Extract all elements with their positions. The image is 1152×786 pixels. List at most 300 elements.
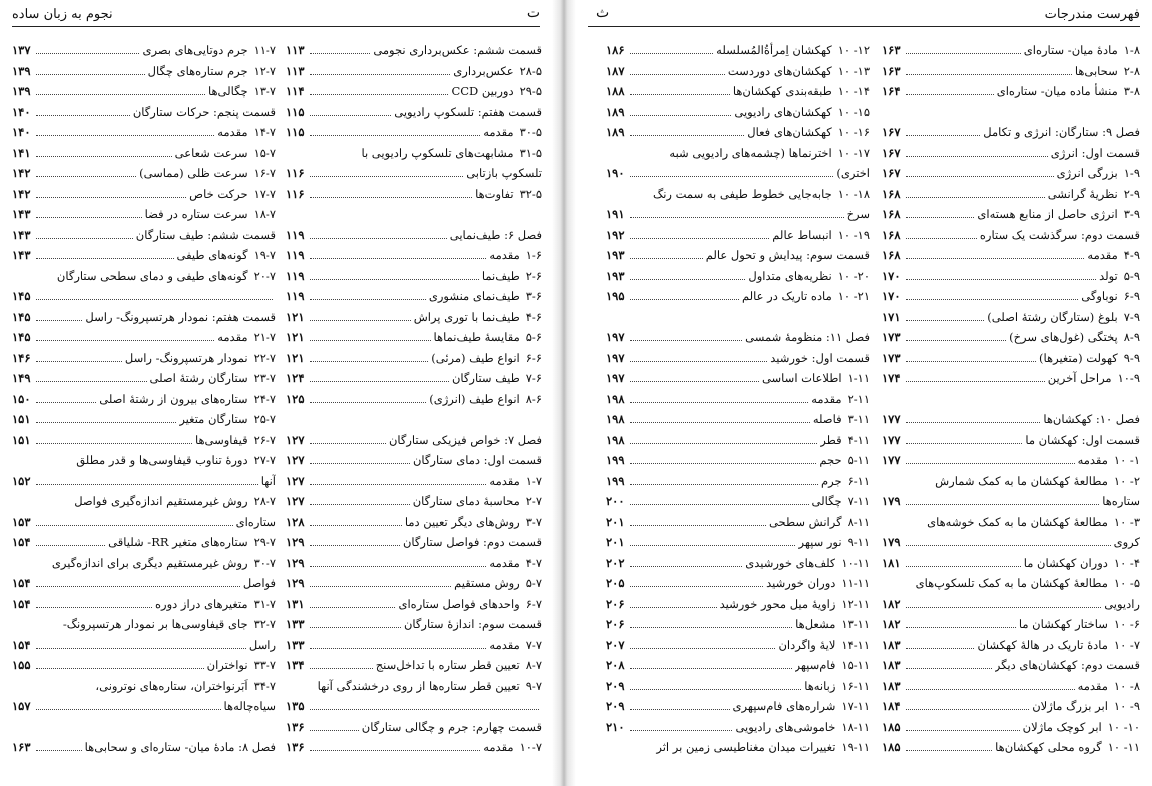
entry-title: تغییرات میدان مغناطیسی زمین بر اثر — [656, 740, 836, 754]
entry-number: ۱۸-۷ — [253, 207, 276, 221]
entry-title: انبساط عالم — [772, 227, 832, 242]
dot-leader — [36, 433, 192, 444]
toc-entry — [606, 450, 870, 471]
toc-entry — [606, 163, 870, 184]
dot-leader — [906, 658, 992, 669]
toc-entry — [882, 737, 1140, 758]
entry-number: ۳۰-۵ — [519, 125, 542, 139]
entry-page-number: ۱۹۸ — [606, 432, 625, 447]
entry-page-number: ۱۵۱ — [12, 412, 31, 426]
toc-entry — [606, 122, 870, 143]
entry-title: کهولت (متغیرها) — [1039, 350, 1118, 365]
entry-title: نمودار هرتسپرونگ- راسل — [124, 350, 248, 365]
entry-title: طیف ستارگان — [451, 371, 520, 385]
entry-title: تفاوت‌ها — [475, 186, 514, 201]
entry-page-number: ۱۲۵ — [286, 391, 305, 406]
dot-leader — [630, 699, 730, 710]
entry-title: روش غیرمستقیم اندازه‌گیری فواصل — [74, 494, 248, 508]
entry-page-number: ۱۶۷ — [882, 145, 901, 160]
entry-title: طیف‌نمای منشوری — [428, 289, 520, 303]
entry-title: مادهٔ میان- ستاره‌ای — [1023, 43, 1118, 57]
entry-page-number: ۱۵۰ — [12, 391, 31, 406]
toc-entry — [882, 327, 1140, 348]
toc-entry — [882, 143, 1140, 164]
dot-leader — [310, 351, 429, 362]
entry-number: ۹- ۱۰ — [1113, 699, 1140, 713]
entry-page-number: ۱۹۹ — [606, 453, 625, 467]
entry-page-number: ۱۷۹ — [882, 494, 901, 508]
entry-title: کروی — [1113, 535, 1140, 549]
entry-page-number: ۱۷۷ — [882, 412, 901, 426]
entry-number: ۷- ۱۰ — [1113, 637, 1140, 652]
toc-entry — [882, 635, 1140, 656]
entry-title: دوربین CCD — [451, 84, 514, 98]
entry-page-number: ۱۵۴ — [12, 535, 31, 549]
entry-number: ۴-۶ — [525, 309, 542, 324]
entry-page-number: ۱۸۶ — [606, 43, 625, 57]
dot-leader — [906, 371, 1045, 382]
toc-entry — [12, 368, 276, 389]
entry-title: مقدمه — [217, 330, 248, 344]
dot-leader — [630, 371, 759, 382]
dot-leader — [906, 125, 981, 136]
toc-entry — [606, 245, 870, 266]
toc-entry — [12, 61, 276, 82]
entry-number: ۳-۸ — [1123, 84, 1140, 98]
entry-number: ۱-۸ — [1123, 43, 1140, 57]
entry-page-number: ۱۲۴ — [286, 371, 305, 385]
entry-page-number: ۱۲۷ — [286, 473, 305, 488]
entry-page-number: ۱۸۹ — [606, 104, 625, 119]
entry-title: جرم دوتایی‌های بصری — [142, 43, 248, 57]
entry-title: مقدمه — [489, 555, 520, 570]
dot-leader — [906, 248, 1085, 259]
entry-number: ۸-۷ — [525, 658, 542, 672]
toc-entry — [12, 225, 276, 246]
entry-page-number: ۱۳۷ — [12, 43, 31, 57]
dot-leader — [36, 740, 82, 751]
dot-leader — [630, 166, 834, 177]
dot-leader — [906, 228, 977, 239]
entry-number: ۱-۱۱ — [847, 371, 870, 385]
toc-entry — [606, 635, 870, 656]
entry-title: سحابی‌ها — [1074, 63, 1118, 78]
dot-leader — [310, 453, 410, 464]
entry-title: روش غیرمستقیم دیگری برای اندازه‌گیری — [51, 555, 248, 570]
entry-page-number: ۱۷۷ — [882, 432, 901, 447]
entry-page-number: ۱۱۳ — [286, 43, 305, 57]
dot-leader — [310, 43, 371, 54]
book-title: نجوم به زبان ساده — [12, 7, 113, 22]
dot-leader — [630, 638, 776, 649]
dot-leader — [906, 43, 1021, 54]
dot-leader — [906, 597, 1102, 608]
toc-entry — [286, 450, 542, 471]
entry-number: ۲۸-۷ — [253, 494, 276, 508]
entry-number: ۸-۹ — [1123, 330, 1140, 344]
entry-title: قسمت اول: انرژی — [1050, 145, 1140, 160]
entry-page-number: ۲۰۹ — [606, 699, 625, 713]
entry-title: قسمت هفتم: نمودار هرتسپرونگ- راسل — [85, 309, 276, 324]
entry-title: طبقه‌بندی کهکشان‌ها — [732, 84, 832, 98]
toc-entry — [286, 553, 542, 574]
entry-number: ۳۳-۷ — [253, 658, 276, 672]
dot-leader — [630, 515, 766, 526]
toc-entry — [606, 471, 870, 492]
entry-page-number: ۱۳۴ — [286, 658, 305, 672]
dot-leader — [630, 494, 809, 505]
entry-title: مقدمه — [489, 637, 520, 652]
toc-entry — [286, 286, 542, 307]
dot-leader — [310, 187, 473, 198]
entry-title: قسمت ششم: عکس‌برداری نجومی — [373, 43, 542, 57]
entry-number: ۸-۱۱ — [847, 514, 870, 529]
toc-entry — [882, 40, 1140, 61]
dot-leader — [630, 392, 809, 403]
entry-page-number: ۱۵۲ — [12, 473, 31, 488]
entry-title: دورهٔ تناوب قیفاوسی‌ها و قدر مطلق — [76, 453, 248, 467]
entry-page-number: ۱۵۷ — [12, 699, 31, 713]
entry-title: قسمت اول: کهکشان ما — [1025, 432, 1140, 447]
dot-leader — [310, 228, 447, 239]
entry-number: ۱- ۱۰ — [1113, 453, 1140, 467]
dot-leader — [906, 166, 1054, 177]
entry-title: تعیین قطر ستاره‌ها از روی درخشندگی آنها — [317, 678, 520, 693]
entry-page-number: ۱۳۳ — [286, 617, 305, 631]
toc-entry — [286, 348, 542, 369]
entry-number: ۲-۷ — [525, 494, 542, 508]
dot-leader — [906, 617, 1016, 628]
entry-page-number: ۱۹۳ — [606, 268, 625, 283]
entry-title: نور سپهر — [798, 535, 842, 549]
toc-entry — [12, 40, 276, 61]
entry-title: گونه‌های طیفی — [176, 248, 248, 262]
dot-leader — [310, 494, 410, 505]
entry-title: گرانش سطحی — [768, 514, 842, 529]
right-page — [576, 0, 1152, 786]
entry-number: ۱۴-۱۱ — [841, 637, 870, 652]
entry-title: مطالعهٔ کهکشان ما به کمک خوشه‌های — [927, 514, 1108, 529]
entry-number: ۳۰-۷ — [253, 555, 276, 570]
toc-entry — [606, 491, 870, 512]
entry-number: ۳-۱۱ — [847, 412, 870, 426]
dot-leader — [906, 740, 993, 751]
entry-title: فصل ۱۰: کهکشان‌ها — [1043, 412, 1140, 426]
toc-entry — [12, 122, 276, 143]
entry-page-number: ۱۵۴ — [12, 596, 31, 611]
toc-entry — [606, 573, 870, 594]
entry-number: ۶-۶ — [525, 350, 542, 365]
toc-entry — [606, 553, 870, 574]
entry-title: حرکت خاص — [189, 186, 248, 201]
toc-entry — [606, 40, 870, 61]
toc-entry — [12, 143, 276, 164]
entry-number: ۷-۷ — [525, 637, 542, 652]
toc-entry — [286, 532, 542, 553]
entry-page-number: ۱۹۰ — [606, 166, 625, 180]
dot-leader — [310, 556, 487, 567]
entry-page-number: ۱۸۱ — [882, 555, 901, 570]
dot-leader — [630, 84, 730, 95]
toc-entry — [882, 430, 1140, 451]
entry-page-number: ۱۴۵ — [12, 289, 31, 303]
toc-entry — [882, 102, 1140, 123]
toc-entry — [882, 655, 1140, 676]
toc-entry — [12, 655, 276, 676]
entry-title: زاویهٔ میل محور خورشید — [719, 596, 836, 611]
entry-title: طیف‌نما با توری پراش — [413, 309, 520, 324]
entry-number: ۴-۱۱ — [847, 432, 870, 447]
entry-page-number: ۱۴۱ — [12, 145, 31, 160]
entry-page-number: ۱۵۱ — [12, 432, 31, 447]
toc-entry — [882, 450, 1140, 471]
toc-entry — [606, 737, 870, 758]
entry-title: رادیویی — [1104, 596, 1140, 611]
toc-entry — [606, 594, 870, 615]
dot-leader — [36, 474, 258, 485]
toc-entry — [882, 286, 1140, 307]
toc-entry — [12, 450, 276, 471]
toc-entry — [882, 204, 1140, 225]
entry-title: ستاره‌های بیرون از رشتهٔ اصلی — [99, 391, 248, 406]
entry-number: ۲۹-۵ — [519, 84, 542, 98]
entry-page-number: ۱۸۳ — [882, 658, 901, 672]
entry-title: مشابهت‌های تلسکوپ رادیویی با — [361, 145, 514, 160]
entry-title: اطلاعات اساسی — [761, 371, 842, 385]
toc-entry — [882, 573, 1140, 594]
entry-page-number: ۱۳۵ — [286, 699, 305, 713]
entry-title: سرعت شعاعی — [174, 145, 248, 160]
entry-page-number: ۱۸۵ — [882, 719, 901, 734]
entry-page-number: ۱۴۹ — [12, 371, 31, 385]
entry-title: قسمت ششم: طیف ستارگان — [135, 227, 276, 242]
dot-leader — [906, 535, 1111, 546]
entry-page-number: ۱۳۶ — [286, 740, 305, 754]
entry-title: قسمت چهارم: جرم و چگالی ستارگان — [361, 719, 542, 734]
entry-number: ۱۸- ۱۰ — [837, 186, 870, 201]
entry-title: کهکشان اِمرأةُ‌المُسلسله — [716, 43, 832, 57]
toc-entry — [12, 512, 276, 533]
dot-leader — [906, 453, 1075, 464]
entry-title: محاسبهٔ دمای ستارگان — [412, 494, 520, 508]
entry-number: ۱۶-۷ — [253, 166, 276, 180]
toc-entry — [882, 122, 1140, 143]
entry-title: مقدمه — [483, 125, 514, 139]
page-number: ت — [526, 5, 540, 21]
dot-leader — [906, 699, 1030, 710]
entry-title: دوران خورشید — [766, 576, 836, 590]
entry-number: ۲۵-۷ — [253, 412, 276, 426]
entry-title: قسمت پنجم: حرکات ستارگان — [132, 104, 276, 119]
dot-leader — [310, 371, 449, 382]
toc-entry — [286, 40, 542, 61]
entry-page-number: ۱۹۷ — [606, 330, 625, 344]
section-title: فهرست مندرجات — [1044, 7, 1140, 22]
entry-page-number: ۲۱۰ — [606, 719, 625, 734]
entry-page-number: ۲۰۲ — [606, 555, 625, 570]
entry-title: مقدمه — [1087, 248, 1118, 262]
dot-leader — [36, 699, 221, 710]
entry-number: ۱۹- ۱۰ — [837, 227, 870, 242]
entry-page-number: ۲۰۶ — [606, 596, 625, 611]
entry-title: چگالی‌ها — [207, 84, 248, 98]
entry-page-number: ۱۱۹ — [286, 227, 305, 242]
entry-page-number: ۱۶۸ — [882, 207, 901, 221]
toc-entry — [882, 717, 1140, 738]
dot-leader — [36, 371, 147, 382]
dot-leader — [310, 248, 487, 259]
entry-page-number: ۱۶۴ — [882, 84, 901, 98]
toc-entry — [12, 553, 276, 574]
entry-page-number: ۱۶۳ — [882, 43, 901, 57]
entry-title: چگالی — [811, 494, 842, 508]
toc-entry — [606, 143, 870, 164]
dot-leader — [630, 720, 733, 731]
toc-entry — [286, 655, 542, 676]
entry-title: انواع طیف (مرئی) — [431, 350, 520, 365]
entry-number: ۶-۷ — [525, 596, 542, 611]
toc-entry — [12, 409, 276, 430]
entry-title: ستاره‌ها — [1102, 494, 1140, 508]
dot-leader — [36, 187, 187, 198]
entry-page-number: ۱۶۷ — [882, 166, 901, 180]
entry-title: مطالعهٔ کهکشان ما به کمک شمارش — [935, 473, 1108, 488]
entry-title: اخترنماها (چشمه‌های رادیویی شبه — [669, 145, 832, 160]
toc-entry — [286, 594, 542, 615]
entry-page-number: ۱۲۷ — [286, 494, 305, 508]
entry-title: ستارگان متغیر — [179, 412, 248, 426]
entry-title: فواصل — [242, 576, 276, 590]
entry-page-number: ۲۰۸ — [606, 658, 625, 672]
dot-leader — [906, 433, 1023, 444]
dot-leader — [630, 228, 770, 239]
entry-page-number: ۱۱۶ — [286, 186, 305, 201]
toc-entry — [286, 163, 542, 184]
dot-leader — [36, 412, 177, 423]
toc-entry — [286, 143, 542, 164]
entry-page-number: ۱۶۸ — [882, 227, 901, 242]
right-page-header — [588, 4, 1140, 27]
entry-number: ۱۳-۷ — [253, 84, 276, 98]
entry-title: فام‌سپهر — [794, 658, 836, 672]
entry-page-number: ۱۷۱ — [882, 309, 901, 324]
dot-leader — [630, 269, 746, 280]
toc-entry — [286, 512, 542, 533]
toc-entry — [286, 61, 542, 82]
dot-leader — [310, 658, 373, 669]
entry-title: طیف‌نما — [481, 268, 520, 283]
entry-page-number: ۱۳۶ — [286, 719, 305, 734]
entry-title: قسمت دوم: فواصل ستارگان — [402, 535, 542, 549]
dot-leader — [630, 658, 792, 669]
toc-entry — [286, 635, 542, 656]
entry-title: ابر کوچک ماژلان — [1022, 719, 1102, 734]
entry-number: ۶- ۱۰ — [1113, 617, 1140, 631]
dot-leader — [310, 84, 449, 95]
toc-entry — [882, 307, 1140, 328]
dot-leader — [36, 351, 122, 362]
toc-entry — [882, 81, 1140, 102]
entry-page-number: ۱۱۵ — [286, 104, 305, 119]
toc-entry — [882, 594, 1140, 615]
entry-page-number: ۱۷۳ — [882, 330, 901, 344]
entry-number: ۱۹-۱۱ — [841, 740, 870, 754]
dot-leader — [906, 146, 1048, 157]
toc-entry — [606, 696, 870, 717]
entry-number: ۱۵-۱۱ — [841, 658, 870, 672]
entry-number: ۲۶-۷ — [253, 432, 276, 447]
toc-entry — [12, 717, 276, 738]
entry-page-number: ۱۸۴ — [882, 699, 901, 713]
dot-leader — [36, 105, 130, 116]
dot-leader — [630, 597, 717, 608]
entry-page-number: ۱۶۷ — [882, 125, 901, 139]
entry-number: ۲۱- ۱۰ — [837, 289, 870, 303]
toc-entry — [12, 327, 276, 348]
entry-title: لایهٔ واگردان — [778, 637, 836, 652]
dot-leader — [310, 699, 539, 710]
toc-entry — [12, 184, 276, 205]
toc-entry — [286, 696, 542, 717]
left-page — [0, 0, 552, 786]
dot-leader — [630, 105, 732, 116]
entry-page-number: ۱۴۵ — [12, 330, 31, 344]
entry-page-number: ۱۷۰ — [882, 289, 901, 303]
dot-leader — [36, 84, 205, 95]
dot-leader — [36, 535, 106, 546]
entry-title: متغیرهای دراز دوره — [155, 596, 248, 611]
toc-entry — [882, 512, 1140, 533]
entry-title: مادهٔ تاریک در هالهٔ کهکشان — [977, 637, 1108, 652]
toc-entry — [882, 409, 1140, 430]
entry-page-number: ۱۳۳ — [286, 637, 305, 652]
entry-number: ۱۲-۷ — [253, 63, 276, 78]
entry-page-number: ۱۱۳ — [286, 63, 305, 78]
entry-number: ۵-۷ — [525, 576, 542, 590]
entry-page-number: ۲۰۵ — [606, 576, 625, 590]
entry-title: فصل ۷: خواص فیزیکی ستارگان — [388, 432, 542, 447]
entry-page-number: ۱۵۵ — [12, 658, 31, 672]
entry-page-number: ۱۳۹ — [12, 63, 31, 78]
dot-leader — [36, 597, 152, 608]
toc-entry — [286, 737, 542, 758]
entry-title: خاموشی‌های رادیویی — [735, 719, 836, 734]
entry-page-number: ۱۷۹ — [882, 535, 901, 549]
entry-page-number: ۱۹۷ — [606, 371, 625, 385]
dot-leader — [36, 228, 133, 239]
toc-entry — [12, 389, 276, 410]
entry-title: قسمت سوم: پیدایش و تحول عالم — [705, 248, 870, 262]
entry-number: ۹-۹ — [1123, 350, 1140, 365]
dot-leader — [36, 658, 204, 669]
entry-page-number: ۱۹۹ — [606, 473, 625, 488]
toc-entry — [12, 266, 276, 287]
entry-page-number: ۱۶۸ — [882, 186, 901, 201]
entry-title: جای قیفاوسی‌ها بر نمودار هرتسپرونگ- — [62, 617, 248, 631]
toc-entry — [286, 245, 542, 266]
entry-number: ۱۷-۱۱ — [841, 699, 870, 713]
dot-leader — [36, 576, 240, 587]
entry-number: ۴-۹ — [1123, 248, 1140, 262]
entry-number: ۳۲-۷ — [253, 617, 276, 631]
entry-title: آنها — [260, 473, 276, 488]
dot-leader — [630, 207, 844, 218]
dot-leader — [310, 105, 392, 116]
dot-leader — [36, 43, 140, 54]
entry-page-number: ۱۵۴ — [12, 576, 31, 590]
toc-entry — [606, 676, 870, 697]
entry-page-number: ۱۴۲ — [12, 166, 31, 180]
